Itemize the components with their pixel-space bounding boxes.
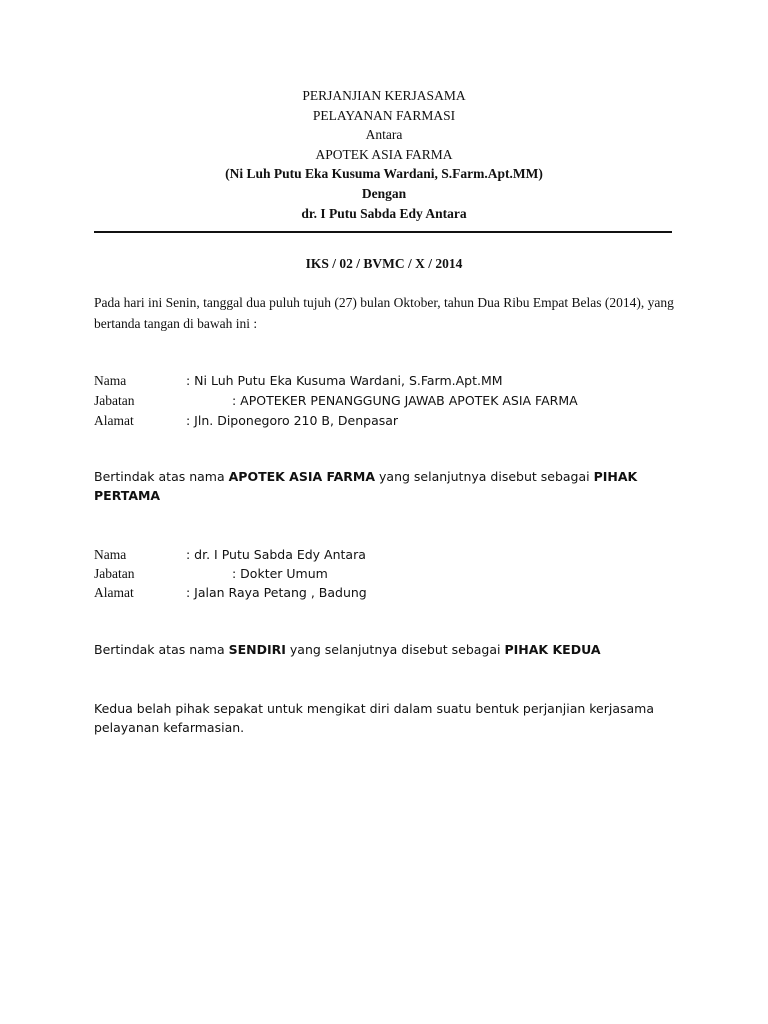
party2-statement-pre: Bertindak atas nama <box>94 642 229 657</box>
party2-position-value: : Dokter Umum <box>232 566 328 581</box>
title-line-3: Antara <box>365 127 403 143</box>
party2-address-value: : Jalan Raya Petang , Badung <box>186 585 367 600</box>
party2-position-row <box>94 564 328 583</box>
party1-position-row <box>94 391 578 410</box>
party1-statement-entity: APOTEK ASIA FARMA <box>228 469 376 484</box>
title-line-7: dr. I Putu Sabda Edy Antara <box>301 205 467 221</box>
party1-statement-mid: yang selanjutnya disebut sebagai <box>375 469 594 484</box>
party2-position-label: Jabatan <box>94 566 135 581</box>
intro-paragraph: Pada hari ini Senin, tanggal dua puluh tujuh (27) bulan Oktober, tahun Dua Ribu Empat Belas (2014), yang bertanda tangan di bawah ini : <box>94 295 674 331</box>
party1-name-value: : Ni Luh Putu Eka Kusuma Wardani, S.Farm.Apt.MM <box>186 373 503 388</box>
party2-name-value: : dr. I Putu Sabda Edy Antara <box>186 547 366 562</box>
title-line-6: Dengan <box>361 185 407 201</box>
party2-statement <box>94 640 684 659</box>
party2-statement-entity: SENDIRI <box>228 642 286 657</box>
party2-name-row <box>94 545 366 564</box>
party2-statement-mid: yang selanjutnya disebut sebagai <box>285 642 505 657</box>
closing-paragraph: Kedua belah pihak sepakat untuk mengikat diri dalam suatu bentuk perjanjian kerjasama pelayanan kefarmasian. <box>94 701 655 735</box>
party1-name-row <box>94 371 503 390</box>
party1-statement-pre: Bertindak atas nama <box>94 469 229 484</box>
title-line-2: PELAYANAN FARMASI <box>312 107 456 123</box>
party1-name-label: Nama <box>94 373 127 388</box>
party1-address-value: : Jln. Diponegoro 210 B, Denpasar <box>186 413 399 428</box>
reference-number: IKS / 02 / BVMC / X / 2014 <box>305 256 463 271</box>
party2-address-row <box>94 583 367 602</box>
party1-position-value: : APOTEKER PENANGGUNG JAWAB APOTEK ASIA FARMA <box>232 393 578 408</box>
party2-name-label: Nama <box>94 547 127 562</box>
title-line-5: (Ni Luh Putu Eka Kusuma Wardani, S.Farm.Apt.MM) <box>225 166 543 182</box>
header-divider <box>94 231 672 233</box>
party1-address-row <box>94 411 398 430</box>
party1-position-label: Jabatan <box>94 393 135 408</box>
party2-statement-role: PIHAK KEDUA <box>504 642 601 657</box>
party2-address-label: Alamat <box>94 585 134 600</box>
party1-statement <box>94 467 684 505</box>
party1-statement-role: PIHAK PERTAMA <box>94 469 638 503</box>
document-header <box>0 86 768 223</box>
party1-address-label: Alamat <box>94 413 134 428</box>
title-line-1: PERJANJIAN KERJASAMA <box>302 88 466 103</box>
title-line-4: APOTEK ASIA FARMA <box>315 146 453 162</box>
